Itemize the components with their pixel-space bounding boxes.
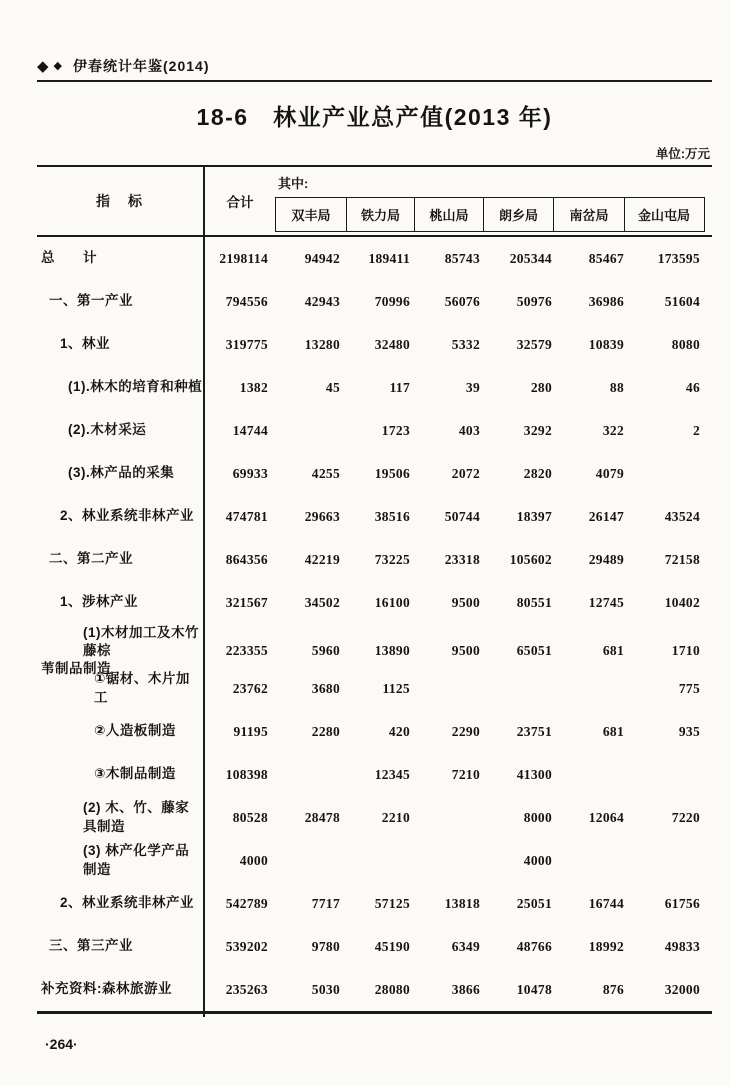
cell-nancha: 16744 <box>588 895 624 911</box>
cell-nancha: 85467 <box>588 250 624 266</box>
cell-langxiang: 10478 <box>516 981 552 997</box>
cell-jinshantun: 1710 <box>671 643 700 659</box>
cell-total: 321567 <box>225 594 268 610</box>
table-row <box>37 452 712 495</box>
cell-jinshantun: 72158 <box>664 551 700 567</box>
cell-total: 794556 <box>225 293 268 309</box>
cell-nancha: 322 <box>602 422 624 438</box>
statistics-table <box>37 165 712 1014</box>
cell-shuangfeng: 5030 <box>311 981 340 997</box>
cell-jinshantun: 7220 <box>671 809 700 825</box>
cell-langxiang: 48766 <box>516 938 552 954</box>
row-label <box>37 421 203 439</box>
cell-tieli: 13890 <box>374 643 410 659</box>
cell-langxiang: 4000 <box>523 852 552 868</box>
cell-tieli: 1125 <box>382 680 410 696</box>
cell-tieli: 19506 <box>374 465 410 481</box>
row-label-line1: 1、涉林产业 <box>60 594 139 610</box>
total-column-header: 合计 <box>226 195 254 210</box>
row-label-line1: 2、林业系统非林产业 <box>60 508 195 524</box>
row-label-line1: ①锯材、木片加工 <box>94 671 190 705</box>
cell-tieli: 32480 <box>374 336 410 352</box>
cell-jinshantun: 10402 <box>664 594 700 610</box>
bureau-column-header: 铁力局 <box>346 197 416 232</box>
row-label-line1: (3).林产品的采集 <box>68 465 175 481</box>
cell-shuangfeng: 29663 <box>304 508 340 524</box>
cell-nancha: 18992 <box>588 938 624 954</box>
cell-nancha: 681 <box>602 723 624 739</box>
indicator-column-header: 指 标 <box>96 193 144 209</box>
cell-total: 23762 <box>232 680 268 696</box>
row-label <box>37 550 203 568</box>
row-label-line1: (2).木材采运 <box>68 422 147 438</box>
row-label <box>37 249 203 267</box>
cell-langxiang: 50976 <box>516 293 552 309</box>
cell-jinshantun: 8080 <box>671 336 700 352</box>
cell-nancha: 36986 <box>588 293 624 309</box>
table-row <box>37 710 712 753</box>
cell-total: 2198114 <box>219 250 268 266</box>
cell-tieli: 73225 <box>374 551 410 567</box>
unit-note: 单位:万元 <box>655 147 710 161</box>
cell-tieli: 12345 <box>374 766 410 782</box>
cell-shuangfeng: 9780 <box>311 938 340 954</box>
cell-shuangfeng: 5960 <box>311 643 340 659</box>
cell-shuangfeng: 28478 <box>304 809 340 825</box>
cell-shuangfeng: 45 <box>325 379 340 395</box>
cell-nancha: 681 <box>602 643 624 659</box>
cell-shuangfeng: 3680 <box>311 680 340 696</box>
cell-taoshan: 9500 <box>451 594 480 610</box>
bureau-column-header: 金山屯局 <box>624 197 705 232</box>
diamond-icon: ◆ <box>37 57 50 75</box>
table-row <box>37 237 712 280</box>
cell-jinshantun: 46 <box>685 379 700 395</box>
cell-tieli: 1723 <box>381 422 410 438</box>
table-row <box>37 581 712 624</box>
cell-jinshantun: 32000 <box>664 981 700 997</box>
bureau-column-header: 南岔局 <box>553 197 625 232</box>
cell-taoshan: 5332 <box>451 336 480 352</box>
row-label-line1: (1)木材加工及木竹藤棕 <box>83 625 199 659</box>
table-row <box>37 667 712 710</box>
cell-tieli: 45190 <box>374 938 410 954</box>
cell-tieli: 38516 <box>374 508 410 524</box>
cell-taoshan: 2290 <box>451 723 480 739</box>
row-label-line1: ③木制品制造 <box>94 766 176 782</box>
row-label <box>37 722 203 740</box>
cell-tieli: 189411 <box>368 250 410 266</box>
table-row <box>37 323 712 366</box>
row-label <box>37 464 203 482</box>
bureau-column-header: 双丰局 <box>275 197 347 232</box>
row-label <box>37 894 203 912</box>
row-label <box>37 670 203 706</box>
cell-jinshantun: 173595 <box>657 250 700 266</box>
cell-taoshan: 2072 <box>451 465 480 481</box>
row-label-line1: (2) 木、竹、藤家具制造 <box>83 800 190 834</box>
cell-jinshantun: 61756 <box>664 895 700 911</box>
row-label-line1: (1).林木的培育和种植 <box>68 379 203 395</box>
table-row <box>37 925 712 968</box>
row-label-line1: 二、第二产业 <box>49 551 133 567</box>
row-label <box>37 593 203 611</box>
cell-total: 864356 <box>225 551 268 567</box>
row-label <box>37 335 203 353</box>
cell-taoshan: 85743 <box>444 250 480 266</box>
cell-shuangfeng: 4255 <box>311 465 340 481</box>
column-divider <box>203 167 205 1017</box>
cell-langxiang: 8000 <box>523 809 552 825</box>
cell-langxiang: 3292 <box>523 422 552 438</box>
row-label-line1: 补充资料:森林旅游业 <box>41 981 172 997</box>
cell-langxiang: 2820 <box>523 465 552 481</box>
cell-total: 539202 <box>225 938 268 954</box>
cell-total: 14744 <box>232 422 268 438</box>
cell-shuangfeng: 2280 <box>311 723 340 739</box>
cell-nancha: 12745 <box>588 594 624 610</box>
cell-jinshantun: 51604 <box>664 293 700 309</box>
cell-taoshan: 403 <box>458 422 480 438</box>
row-label-line1: (3) 林产化学产品制造 <box>83 843 190 877</box>
cell-nancha: 4079 <box>595 465 624 481</box>
header-divider <box>37 80 712 82</box>
cell-total: 108398 <box>225 766 268 782</box>
table-row <box>37 280 712 323</box>
row-label <box>37 507 203 525</box>
cell-shuangfeng: 7717 <box>311 895 340 911</box>
row-label-line1: 1、林业 <box>60 336 111 352</box>
diamond-icon: ◆ <box>53 59 64 72</box>
cell-total: 223355 <box>225 643 268 659</box>
table-body <box>37 237 712 1011</box>
among-which-label: 其中: <box>278 176 309 191</box>
cell-langxiang: 205344 <box>509 250 552 266</box>
row-label <box>37 765 203 783</box>
cell-jinshantun: 935 <box>678 723 700 739</box>
cell-langxiang: 25051 <box>516 895 552 911</box>
cell-total: 542789 <box>225 895 268 911</box>
cell-taoshan: 6349 <box>451 938 480 954</box>
table-row <box>37 495 712 538</box>
table-header <box>37 167 712 237</box>
cell-total: 474781 <box>225 508 268 524</box>
cell-jinshantun: 49833 <box>664 938 700 954</box>
cell-total: 80528 <box>232 809 268 825</box>
page-header <box>37 56 712 76</box>
row-label-line1: 一、第一产业 <box>49 293 133 309</box>
table-row <box>37 968 712 1011</box>
cell-taoshan: 3866 <box>451 981 480 997</box>
cell-shuangfeng: 94942 <box>304 250 340 266</box>
cell-shuangfeng: 34502 <box>304 594 340 610</box>
table-row <box>37 624 712 677</box>
cell-shuangfeng: 42219 <box>304 551 340 567</box>
table-row <box>37 753 712 796</box>
row-label <box>37 980 203 998</box>
cell-nancha: 10839 <box>588 336 624 352</box>
cell-total: 91195 <box>233 723 268 739</box>
bureau-header-row <box>275 197 705 232</box>
cell-tieli: 70996 <box>374 293 410 309</box>
row-label <box>37 378 203 396</box>
cell-taoshan: 7210 <box>451 766 480 782</box>
cell-total: 4000 <box>239 852 268 868</box>
cell-total: 69933 <box>232 465 268 481</box>
cell-tieli: 117 <box>389 379 410 395</box>
cell-taoshan: 9500 <box>451 643 480 659</box>
cell-langxiang: 41300 <box>516 766 552 782</box>
cell-shuangfeng: 42943 <box>304 293 340 309</box>
row-label-line2: 苇制品制造 <box>41 661 111 677</box>
cell-tieli: 2210 <box>381 809 410 825</box>
page-number: ·264· <box>45 1036 78 1052</box>
row-label <box>37 292 203 310</box>
page-title: 18-6 林业产业总产值(2013 年) <box>196 104 553 130</box>
row-label-line1: 三、第三产业 <box>49 938 133 954</box>
row-label <box>37 799 203 835</box>
cell-langxiang: 23751 <box>516 723 552 739</box>
cell-shuangfeng: 13280 <box>304 336 340 352</box>
cell-nancha: 29489 <box>588 551 624 567</box>
cell-langxiang: 105602 <box>509 551 552 567</box>
cell-tieli: 28080 <box>374 981 410 997</box>
table-row <box>37 882 712 925</box>
table-row <box>37 796 712 839</box>
cell-nancha: 26147 <box>588 508 624 524</box>
brand-text: 伊春统计年鉴(2014) <box>73 58 210 74</box>
cell-taoshan: 50744 <box>444 508 480 524</box>
cell-nancha: 12064 <box>588 809 624 825</box>
cell-total: 1382 <box>239 379 268 395</box>
row-label-line1: 总 计 <box>41 250 97 266</box>
cell-jinshantun: 43524 <box>664 508 700 524</box>
table-row <box>37 538 712 581</box>
table-row <box>37 839 712 882</box>
row-label-line1: ②人造板制造 <box>94 723 176 739</box>
cell-langxiang: 280 <box>530 379 552 395</box>
cell-jinshantun: 775 <box>678 680 700 696</box>
cell-nancha: 88 <box>609 379 624 395</box>
row-label <box>37 937 203 955</box>
table-row <box>37 366 712 409</box>
cell-taoshan: 39 <box>465 379 480 395</box>
row-label <box>37 842 203 878</box>
cell-total: 319775 <box>225 336 268 352</box>
cell-langxiang: 65051 <box>516 643 552 659</box>
table-row <box>37 409 712 452</box>
cell-tieli: 57125 <box>374 895 410 911</box>
cell-taoshan: 23318 <box>444 551 480 567</box>
bureau-column-header: 朗乡局 <box>483 197 555 232</box>
cell-total: 235263 <box>225 981 268 997</box>
cell-tieli: 420 <box>388 723 410 739</box>
cell-jinshantun: 2 <box>692 422 700 438</box>
cell-tieli: 16100 <box>374 594 410 610</box>
cell-langxiang: 80551 <box>516 594 552 610</box>
cell-taoshan: 13818 <box>444 895 480 911</box>
bureau-column-header: 桃山局 <box>414 197 484 232</box>
row-label-line1: 2、林业系统非林产业 <box>60 895 195 911</box>
cell-langxiang: 32579 <box>516 336 552 352</box>
cell-langxiang: 18397 <box>516 508 552 524</box>
cell-taoshan: 56076 <box>444 293 480 309</box>
cell-nancha: 876 <box>602 981 624 997</box>
